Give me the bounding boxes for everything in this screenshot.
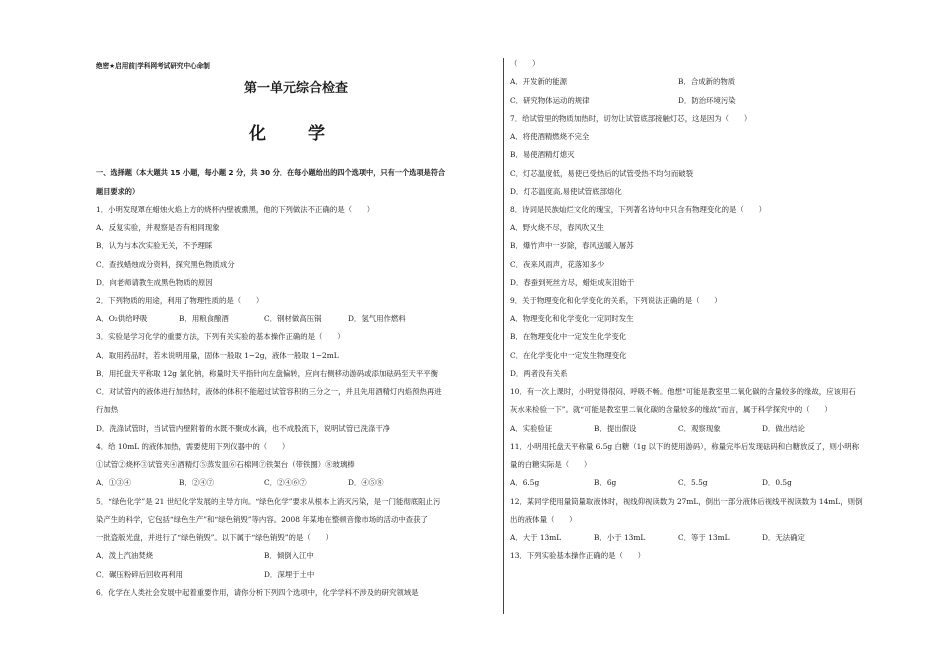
question-7-option-d: D．灯芯温度高,易使试管底部熔化 [510,187,622,196]
question-1-option-d: D．向老师请教生成黑色物质的原因 [96,278,213,287]
question-9-option-b: B．在物理变化中一定发生化学变化 [510,332,627,341]
question-12-option-b: B．小于 13mL [594,533,646,542]
question-5-option-a: A．泼上汽油焚烧 [96,551,154,560]
question-3-option-c-cont: 行加热 [96,405,119,414]
question-2-option-c: C．钢材做高压锅 [264,314,322,323]
question-8-option-d: D．春蚕到死丝方尽，蜡炬成灰泪始干 [510,278,635,287]
question-10-option-a: A．实验验证 [510,424,553,433]
question-4-option-a: A．①③④ [96,478,131,487]
question-11-option-d: D．0.5g [762,478,792,487]
question-4-option-b: B．②④⑦ [179,478,214,487]
question-2-option-b: B．用粮食酿酒 [179,314,229,323]
question-2-option-a: A．O₂供给呼吸 [96,314,148,323]
question-3: 3．实验是学习化学的重要方法，下列有关实验的基本操作正确的是（ ） [96,332,345,341]
question-12-option-c: C．等于 13mL [678,533,730,542]
question-7-option-c: C．灯芯温度低，易使已受热后的试管受热不均匀而破裂 [510,169,694,178]
question-5-cont-2: 一批盗版光盘，并进行了“绿色销毁”。以下属于“绿色销毁”的是（ ） [96,533,333,542]
question-12: 12．某同学使用量筒量取液体时，视线仰视读数为 27mL，倒出一部分液体后视线平视读数为 14mL，则倒 [510,497,863,506]
question-12-option-a: A．大于 13mL [510,533,562,542]
question-1: 1．小明发现罩在蜡烛火焰上方的烧杯内壁被熏黑，他的下列做法不正确的是（ ） [96,205,375,214]
question-8: 8．诗词是民族灿烂文化的瑰宝，下列著名诗句中只含有物理变化的是（ ） [510,205,766,214]
question-10-cont: 灰水来检验一下”。就“可能是教室里二氧化碳的含量较多的缘故”而言，属于科学探究中的（ ） [510,405,832,414]
question-12-option-d: D．无法确定 [762,533,805,542]
question-11: 11．小明用托盘天平称量 6.5g 白糖（1g 以下的使用游码），称量完毕后发现砝码和白糖放反了，则小明称 [510,442,860,451]
question-6-option-c: C．研究物体运动的规律 [510,96,590,105]
question-1-option-c: C．查找蜡烛成分资料，探究黑色物质成分 [96,260,235,269]
question-9: 9．关于物理变化和化学变化的关系，下列说法正确的是（ ） [510,296,722,305]
question-11-option-b: B．6g [594,478,617,487]
subject-title: 化 学 [249,124,343,144]
question-10-option-c: C．观察现象 [678,424,721,433]
exam-title: 第一单元综合检查 [243,81,348,96]
question-6-option-b: B．合成新的物质 [678,77,736,86]
question-4-list: ①试管②烧杯③试管夹④酒精灯⑤蒸发皿⑥石棉网⑦铁架台（带铁圈）⑧玻璃棒 [96,460,355,469]
question-5-option-b: B．倾倒入江中 [264,551,314,560]
question-12-cont: 出的液体量（ ） [510,515,577,524]
question-1-option-a: A．反复实验，并观察是否有相同现象 [96,223,220,232]
question-5-option-d: D．深埋于土中 [264,570,315,579]
question-9-option-a: A．物理变化和化学变化一定同时发生 [510,314,634,323]
question-10-option-b: B．提出假设 [594,424,637,433]
question-8-option-c: C．夜来风雨声，花落知多少 [510,260,605,269]
column-divider [503,58,504,614]
question-4-option-d: D．④⑤⑧ [348,478,384,487]
question-4: 4．给 10mL 的液体加热，需要使用下列仪器中的（ ） [96,442,290,451]
question-13: 13．下列实验基本操作正确的是（ ） [510,551,646,560]
question-7: 7．给试管里的物质加热时，切勿让试管底部接触灯芯，这是因为（ ） [510,114,752,123]
section-heading-cont: 题目要求的） [96,187,140,196]
question-5-option-c: C．碾压粉碎后回收再利用 [96,570,183,579]
question-2-option-d: D．氢气用作燃料 [348,314,406,323]
question-7-option-a: A．将使酒精燃烧不完全 [510,132,590,141]
question-11-option-a: A．6.5g [510,478,540,487]
question-3-option-a: A．取用药品时，若未说明用量，固体一般取 1~2g，液体一般取 1~2mL [96,351,339,360]
question-3-option-d: D．洗涤试管时，当试管内壁附着的水既不聚成水滴，也不成股流下，说明试管已洗涤干净 [96,424,391,433]
question-6: 6．化学在人类社会发展中起着重要作用，请你分析下列四个选项中，化学学科不涉及的研究领域是 [96,588,419,597]
question-9-option-d: D．两者没有关系 [510,369,568,378]
question-3-option-b: B．用托盘天平称取 12g 氯化钠，称量时天平指针向左盘偏转，应向右侧移动游码或添加砝码至天平平衡 [96,369,439,378]
section-heading: 一、选择题（本大题共 15 小题，每小题 2 分，共 30 分．在每小题给出的四个选项中，只有一个选项是符合 [96,168,446,177]
question-7-option-b: B．易使酒精灯熄灭 [510,150,575,159]
question-10: 10．有一次上课时，小明觉得很闷、呼吸不畅。他想“可能是教室里二氧化碳的含量较多的缘故，应该用石 [510,387,856,396]
question-6-option-d: D．防治环境污染 [678,96,736,105]
question-6-option-a: A．开发新的能源 [510,77,568,86]
question-4-option-c: C．②④⑥⑦ [264,478,307,487]
question-2: 2．下列物质的用途，利用了物理性质的是（ ） [96,296,264,305]
question-6-cont: （ ） [510,59,540,68]
question-10-option-d: D．做出结论 [762,424,805,433]
question-8-option-b: B．爆竹声中一岁除，春风送暖入屠苏 [510,241,634,250]
question-5-cont-1: 染产生的科学，它包括“绿色生产”和“绿色销毁”等内容。2008 年某地在整顿音像市场的活动中查获了 [96,515,428,524]
question-8-option-a: A．野火烧不尽，春风吹又生 [510,223,605,232]
secret-header: 绝密★启用前|学科网考试研究中心命制 [96,62,210,70]
question-11-cont: 量的白糖实际是（ ） [510,460,592,469]
question-11-option-c: C．5.5g [678,478,708,487]
question-3-option-c: C．对试管内的液体进行加热时，液体的体积不能超过试管容积的三分之一，并且先用酒精灯内焰预热再进 [96,387,442,396]
question-5: 5．“绿色化学”是 21 世纪化学发展的主导方向。“绿色化学”要求从根本上消灭污染，是一门能彻底阻止污 [96,497,441,506]
question-9-option-c: C．在化学变化中一定发生物理变化 [510,351,627,360]
question-1-option-b: B．认为与本次实验无关，不予理睬 [96,241,213,250]
